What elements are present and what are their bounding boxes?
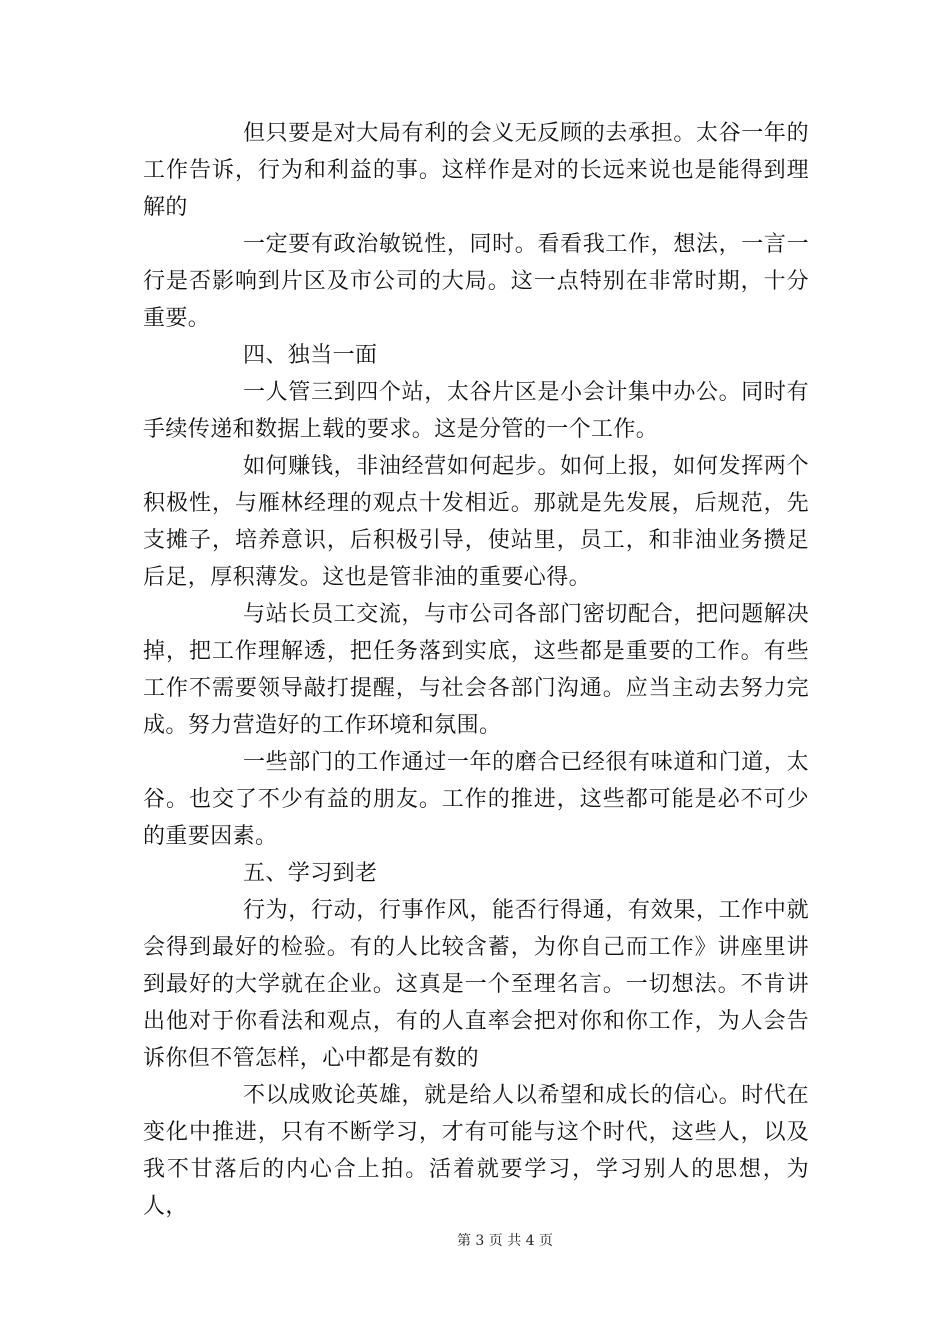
paragraph: 如何赚钱，非油经营如何起步。如何上报，如何发挥两个积极性，与雁林经理的观点十发相近。那就是先发展，后规范，先支摊子，培养意识，后积极引导，使站里，员工，和非油业务攒足后足，厚积薄发。这也是管非油的重要心得。 [143,454,809,590]
paragraph: 一定要有政治敏锐性，同时。看看我工作，想法，一言一行是否影响到片区及市公司的大局。这一点特别在非常时期，十分重要。 [143,232,809,331]
paragraph: 行为，行动，行事作风，能否行得通，有效果，工作中就会得到最好的检验。有的人比较含蓄，为你自己而工作》讲座里讲到最好的大学就在企业。这真是一个至理名言。一切想法。不肯讲出他对于你看法和观点，有的人直率会把对你和你工作，为人会告诉你但不管怎样，心中都是有数的 [143,898,809,1071]
page-number-footer: 第 3 页 共 4 页 [456,1233,554,1249]
section-heading: 四、独当一面 [243,343,378,368]
paragraph: 一些部门的工作通过一年的磨合已经很有味道和门道，太谷。也交了不少有益的朋友。工作的推进，这些都可能是必不可少的重要因素。 [143,750,809,849]
document-body [143,115,809,1225]
paragraph: 但只要是对大局有利的会义无反顾的去承担。太谷一年的工作告诉，行为和利益的事。这样作是对的长远来说也是能得到理解的 [143,121,809,220]
paragraph: 不以成败论英雄，就是给人以希望和成长的信心。时代在变化中推进，只有不断学习，才有可能与这个时代，这些人，以及我不甘落后的内心合上拍。活着就要学习，学习别人的思想，为人， [143,1083,809,1219]
section-heading: 五、学习到老 [243,861,378,886]
paragraph: 一人管三到四个站，太谷片区是小会计集中办公。同时有手续传递和数据上载的要求。这是分管的一个工作。 [143,380,809,442]
paragraph: 与站长员工交流，与市公司各部门密切配合，把问题解决掉，把工作理解透，把任务落到实底，这些都是重要的工作。有些工作不需要领导敲打提醒，与社会各部门沟通。应当主动去努力完成。努力营造好的工作环境和氛围。 [143,602,809,738]
